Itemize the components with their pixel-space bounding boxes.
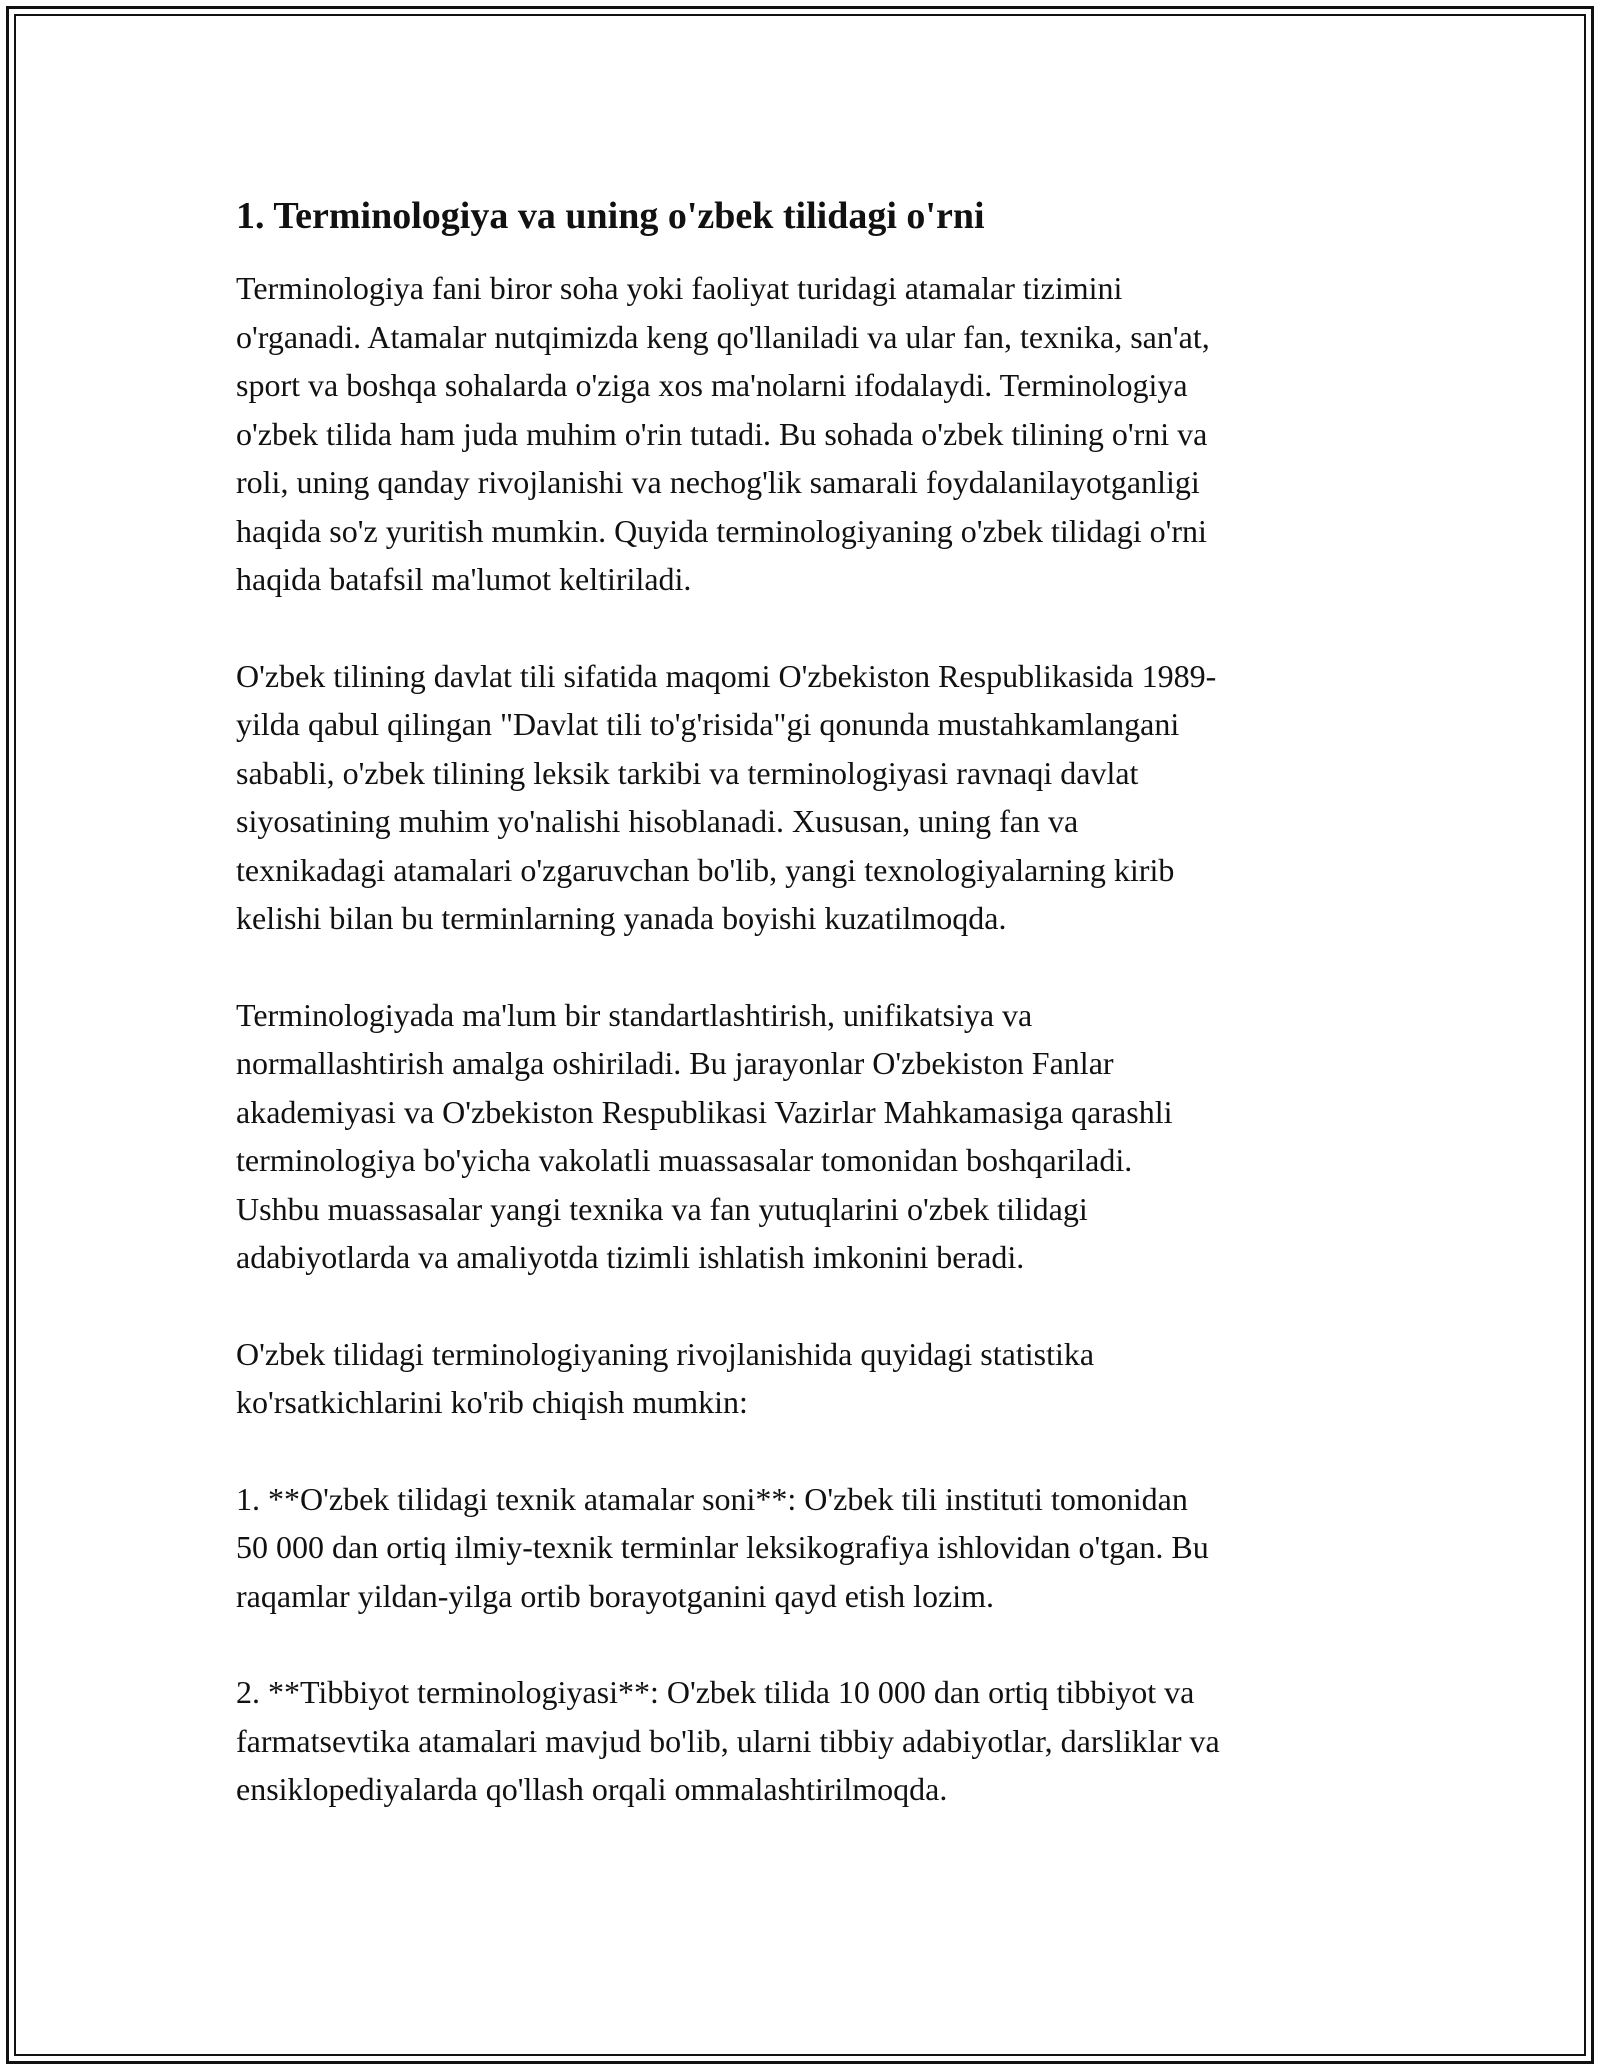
text-line: adabiyotlarda va amaliyotda tizimli ishlatish imkonini beradi. xyxy=(236,1239,1025,1275)
text-line: O'zbek tilining davlat tili sifatida maqomi O'zbekiston Respublikasida 1989- xyxy=(236,657,1217,694)
text-line: haqida so'z yuritish mumkin. Quyida terminologiyaning o'zbek tilidagi o'rni xyxy=(236,512,1207,549)
paragraph-statistics-intro xyxy=(236,1330,1376,1427)
text-line: sport va boshqa sohalarda o'ziga xos ma'nolarni ifodalaydi. Terminologiya xyxy=(236,367,1188,403)
text-line: roli, uning qanday rivojlanishi va nechog'lik samarali foydalanilayotganligi xyxy=(236,464,1200,500)
text-line: raqamlar yildan-yilga ortib borayotganini qayd etish lozim. xyxy=(236,1577,995,1614)
text-line: normallashtirish amalga oshiriladi. Bu jarayonlar O'zbekiston Fanlar xyxy=(236,1045,1114,1081)
paragraph-state-language xyxy=(236,652,1376,943)
paragraph-intro xyxy=(236,264,1376,604)
text-line: sababli, o'zbek tilining leksik tarkibi va terminologiyasi ravnaqi davlat xyxy=(236,754,1139,791)
document-body xyxy=(236,188,1376,1862)
text-line: Terminologiyada ma'lum bir standartlashtirish, unifikatsiya va xyxy=(236,996,1033,1033)
text-line: O'zbek tilidagi terminologiyaning rivojlanishida quyidagi statistika xyxy=(236,1335,1095,1372)
text-line: 2. **Tibbiyot terminologiyasi**: O'zbek tilida 10 000 dan ortiq tibbiyot va xyxy=(236,1674,1195,1710)
text-line: ko'rsatkichlarini ko'rib chiqish mumkin: xyxy=(236,1384,748,1420)
text-line: texnikadagi atamalari o'zgaruvchan bo'lib, yangi texnologiyalarning kirib xyxy=(236,851,1175,888)
text-line: akademiyasi va O'zbekiston Respublikasi Vazirlar Mahkamasiga qarashli xyxy=(236,1093,1173,1130)
text-line: terminologiya bo'yicha vakolatli muassasalar tomonidan boshqariladi. xyxy=(236,1142,1133,1178)
section-heading: 1. Terminologiya va uning o'zbek tilidagi o'rni xyxy=(236,195,985,237)
text-line: 50 000 dan ortiq ilmiy-texnik terminlar leksikografiya ishlovidan o'tgan. Bu xyxy=(236,1529,1209,1565)
text-line: 1. **O'zbek tilidagi texnik atamalar soni**: O'zbek tili instituti tomonidan xyxy=(236,1480,1188,1517)
text-line: kelishi bilan bu terminlarning yanada boyishi kuzatilmoqda. xyxy=(236,900,1007,936)
text-line: siyosatining muhim yo'nalishi hisoblanadi. Xususan, uning fan va xyxy=(236,803,1079,839)
text-line: haqida batafsil ma'lumot keltiriladi. xyxy=(236,561,692,597)
text-line: ensiklopediyalarda qo'llash orqali ommalashtirilmoqda. xyxy=(236,1771,948,1807)
text-line: farmatsevtika atamalari mavjud bo'lib, ularni tibbiy adabiyotlar, darsliklar va xyxy=(236,1722,1220,1759)
list-item-technical-terms xyxy=(236,1475,1376,1621)
text-line: Terminologiya fani biror soha yoki faoliyat turidagi atamalar tizimini xyxy=(236,270,1123,306)
text-line: yilda qabul qilingan "Davlat tili to'g'risida"gi qonunda mustahkamlangani xyxy=(236,706,1180,742)
list-item-medical-terms xyxy=(236,1668,1376,1814)
text-line: Ushbu muassasalar yangi texnika va fan yutuqlarini o'zbek tilidagi xyxy=(236,1190,1088,1227)
paragraph-standardization xyxy=(236,991,1376,1282)
text-line: o'rganadi. Atamalar nutqimizda keng qo'llaniladi va ular fan, texnika, san'at, xyxy=(236,318,1210,355)
text-line: o'zbek tilida ham juda muhim o'rin tutadi. Bu sohada o'zbek tilining o'rni va xyxy=(236,415,1208,452)
